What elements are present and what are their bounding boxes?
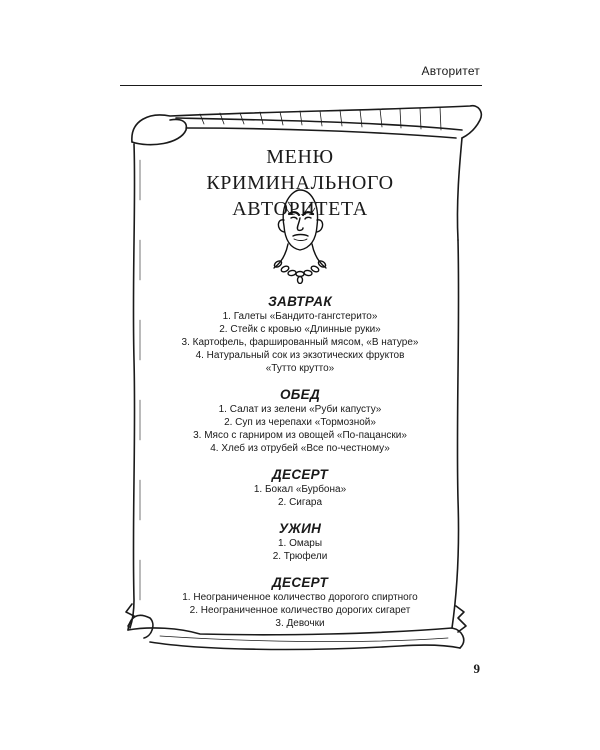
section-title-dessert-1: ДЕСЕРТ — [271, 467, 329, 482]
menu-title-line-2: КРИМИНАЛЬНОГО АВТОРИТЕТА — [206, 172, 394, 220]
list-item: 1. Галеты «Бандито-гангстерито» — [222, 311, 378, 322]
list-item: 2. Стейк с кровью «Длинные руки» — [219, 324, 381, 335]
list-item: 4. Хлеб из отрубей «Все по-честному» — [210, 443, 390, 454]
list-item: «Тутто крутто» — [265, 363, 335, 374]
page-number: 9 — [473, 661, 480, 676]
menu-section-breakfast — [140, 293, 460, 375]
dessert-2-list — [140, 591, 460, 630]
list-item: 3. Девочки — [275, 618, 325, 629]
list-item: 2. Суп из черепахи «Тормозной» — [224, 417, 376, 428]
section-title-breakfast: ЗАВТРАК — [268, 294, 332, 309]
running-head: Авторитет — [421, 64, 480, 78]
list-item: 1. Неограниченное количество дорогого спиртного — [182, 592, 418, 603]
menu-body — [140, 293, 460, 641]
menu-section-dinner — [140, 520, 460, 563]
section-title-dessert-2: ДЕСЕРТ — [271, 575, 329, 590]
lunch-list — [140, 403, 460, 455]
list-item: 1. Салат из зелени «Руби капусту» — [218, 404, 382, 415]
list-item: 1. Бокал «Бурбона» — [253, 484, 347, 495]
list-item: 4. Натуральный сок из экзотических фруктов — [195, 350, 405, 361]
dessert-1-list — [140, 483, 460, 509]
section-title-lunch: ОБЕД — [279, 387, 320, 402]
list-item: 1. Омары — [277, 538, 323, 549]
list-item: 3. Мясо с гарниром из овощей «По-пацански» — [193, 430, 407, 441]
menu-section-lunch — [140, 386, 460, 455]
menu-section-dessert-1 — [140, 466, 460, 509]
list-item: 3. Картофель, фаршированный мясом, «В натуре» — [181, 337, 419, 348]
menu-title-line-1: МЕНЮ — [266, 146, 334, 168]
list-item: 2. Сигара — [277, 497, 323, 508]
list-item: 2. Неограниченное количество дорогих сигарет — [189, 605, 411, 616]
menu-section-dessert-2 — [140, 574, 460, 630]
breakfast-list — [140, 310, 460, 375]
bald-man-with-chain-icon — [262, 184, 338, 284]
section-title-dinner: УЖИН — [278, 521, 322, 536]
list-item: 2. Трюфели — [272, 551, 328, 562]
dinner-list — [140, 537, 460, 563]
